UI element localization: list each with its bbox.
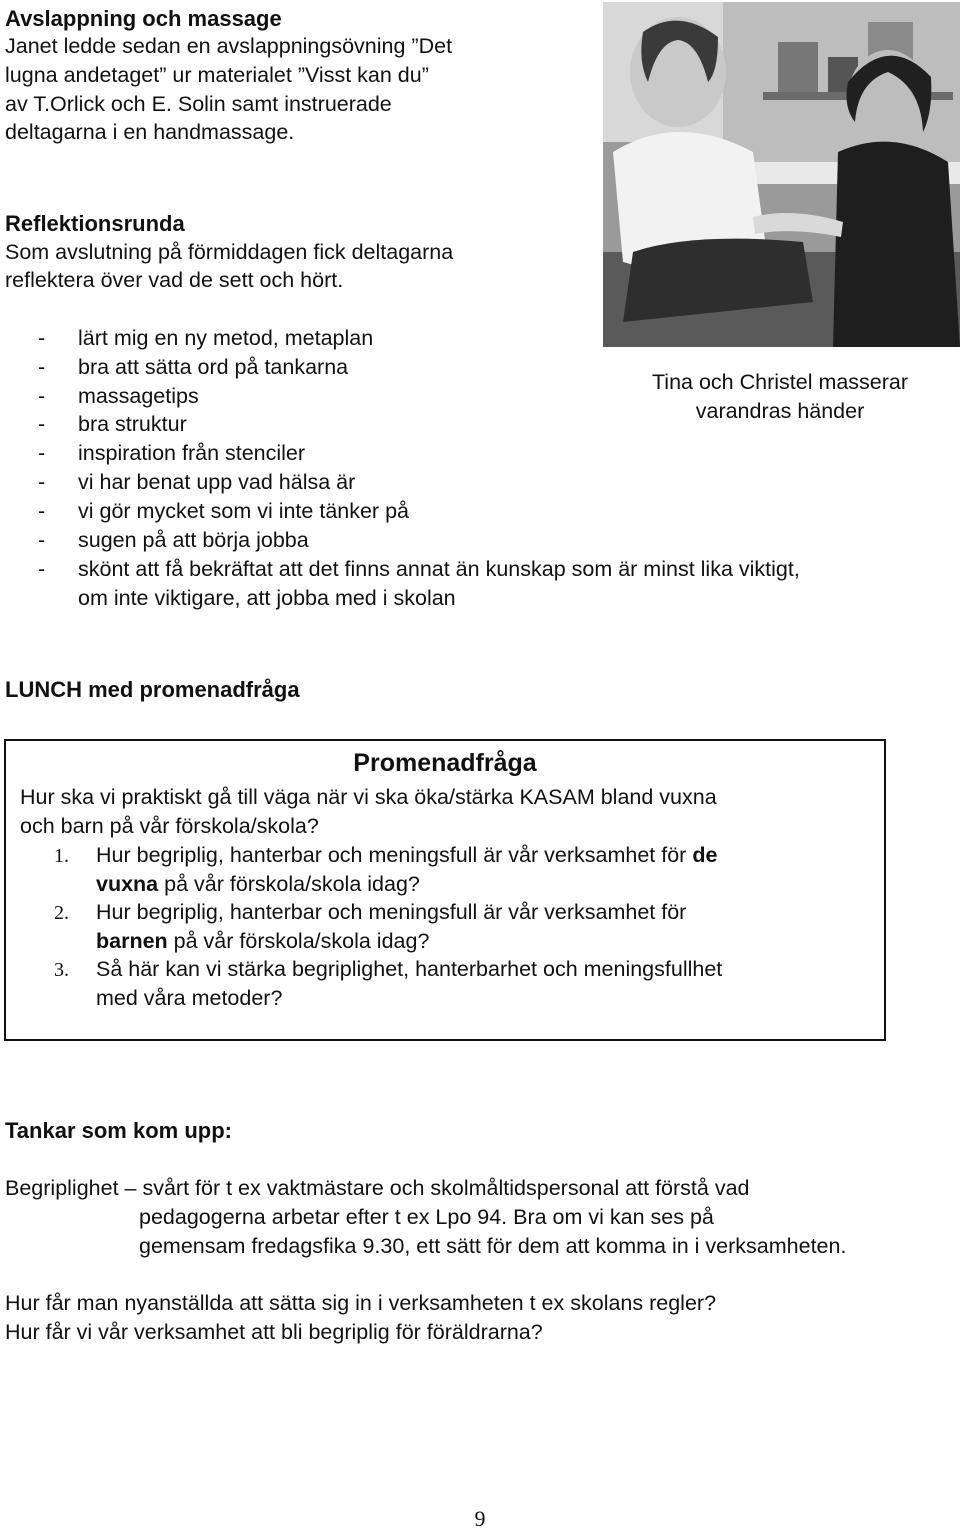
question-line: Så här kan vi stärka begriplighet, hanterbarhet och meningsfullhet [96, 957, 723, 981]
reflect-line: reflektera över vad de sett och hört. [5, 268, 344, 292]
q1-bold: vuxna [96, 872, 159, 896]
relax-line: lugna andetaget” ur materialet ”Visst kan du” [5, 63, 429, 87]
list-item: - massagetips [38, 384, 199, 408]
list-item-text: lärt mig en ny metod, metaplan [78, 326, 374, 350]
photo-caption [630, 368, 930, 426]
question-line [96, 843, 717, 868]
question-number: 2. [54, 902, 69, 924]
box-intro-line: och barn på vår förskola/skola? [20, 814, 319, 838]
list-item: - vi gör mycket som vi inte tänker på [38, 499, 409, 523]
relax-heading: Avslappning och massage [5, 6, 282, 31]
thoughts-heading: Tankar som kom upp: [5, 1118, 232, 1143]
q1-bold: de [692, 843, 718, 867]
thoughts-line: Hur får vi vår verksamhet att bli begriplig för föräldrarna? [5, 1320, 543, 1344]
list-item: - sugen på att börja jobba [38, 528, 309, 552]
list-item-text: vi har benat upp vad hälsa är [78, 470, 356, 494]
thoughts-line: Hur får man nyanställda att sätta sig in i verksamheten t ex skolans regler? [5, 1291, 717, 1315]
list-item-text: skönt att få bekräftat att det finns annat än kunskap som är minst lika viktigt, [78, 557, 800, 581]
list-item-text: inspiration från stenciler [78, 441, 306, 465]
question-number: 3. [54, 959, 69, 981]
lunch-heading: LUNCH med promenadfråga [5, 677, 300, 702]
relax-line: av T.Orlick och E. Solin samt instruerade [5, 92, 392, 116]
list-item: - bra att sätta ord på tankarna [38, 355, 349, 379]
list-item: - vi har benat upp vad hälsa är [38, 470, 356, 494]
question-line: Hur begriplig, hanterbar och meningsfull är vår verksamhet för [96, 900, 687, 924]
list-item-text: bra struktur [78, 412, 187, 436]
question-number: 1. [54, 845, 69, 867]
q2-text: på vår förskola/skola idag? [167, 929, 430, 953]
list-item-text: massagetips [78, 384, 199, 408]
box-intro-line: Hur ska vi praktiskt gå till väga när vi ska öka/stärka KASAM bland vuxna [20, 785, 717, 809]
caption-line: Tina och Christel masserar [651, 370, 909, 394]
reflect-line: Som avslutning på förmiddagen fick deltagarna [5, 240, 454, 264]
list-item-text: sugen på att börja jobba [78, 528, 309, 552]
q2-bold: barnen [96, 929, 168, 953]
thoughts-line: gemensam fredagsfika 9.30, ett sätt för dem att komma in i verksamheten. [139, 1234, 847, 1258]
q1-text: på vår förskola/skola idag? [158, 872, 420, 896]
reflect-heading: Reflektionsrunda [5, 211, 185, 236]
question-line [96, 929, 429, 954]
thoughts-line: pedagogerna arbetar efter t ex Lpo 94. Bra om vi kan ses på [139, 1205, 714, 1229]
question-box [4, 739, 886, 1041]
list-item: - bra struktur [38, 412, 187, 436]
list-item: - inspiration från stenciler [38, 441, 306, 465]
question-line [96, 872, 420, 897]
caption-line: varandras händer [695, 399, 865, 423]
q1-text: Hur begriplig, hanterbar och meningsfull är vår verksamhet för [96, 843, 693, 867]
page-number: 9 [474, 1506, 486, 1531]
list-item: - lärt mig en ny metod, metaplan [38, 326, 374, 350]
list-item-continuation: om inte viktigare, att jobba med i skolan [78, 586, 456, 610]
list-item-text: vi gör mycket som vi inte tänker på [78, 499, 409, 523]
relax-line: Janet ledde sedan en avslappningsövning ”Det [5, 34, 453, 58]
question-line: med våra metoder? [96, 986, 283, 1010]
thoughts-line: Begriplighet – svårt för t ex vaktmästare och skolmåltidspersonal att förstå vad [5, 1176, 750, 1200]
list-item: - skönt att få bekräftat att det finns annat än kunskap som är minst lika viktigt, [38, 557, 800, 581]
box-title: Promenadfråga [353, 749, 537, 777]
list-item-text: bra att sätta ord på tankarna [78, 355, 349, 379]
relax-line: deltagarna i en handmassage. [5, 120, 295, 144]
massage-photo [603, 2, 960, 347]
